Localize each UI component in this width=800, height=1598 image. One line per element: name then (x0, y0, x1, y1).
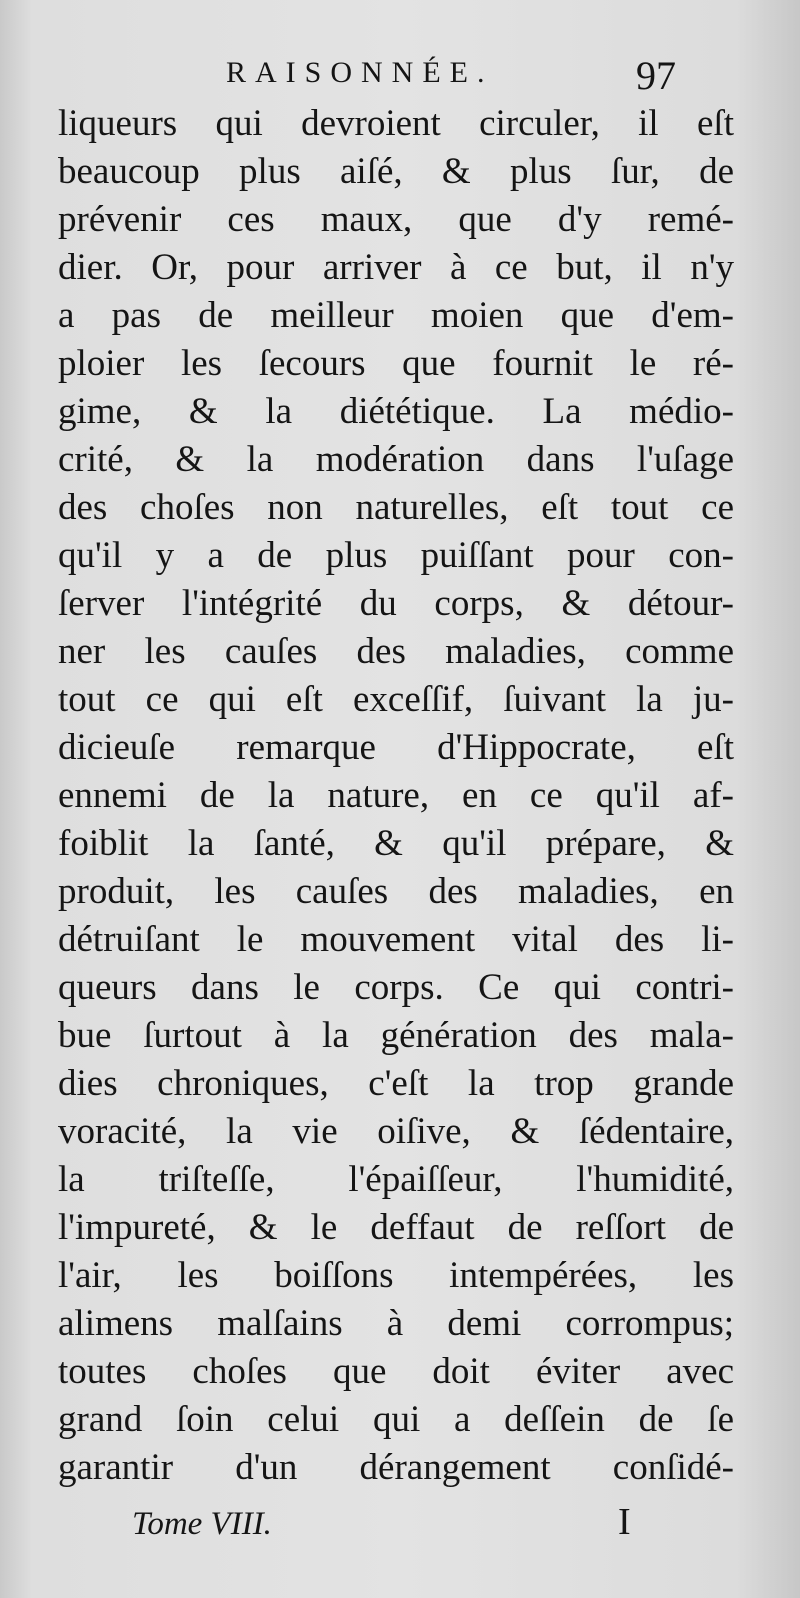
text-line: garantir d'un dérangement conſidé- (58, 1447, 734, 1488)
text-line: queurs dans le corps. Ce qui contri- (58, 967, 734, 1008)
text-line: la triſteſſe, l'épaiſſeur, l'humidité, (58, 1159, 734, 1200)
page-number: 97 (636, 53, 676, 98)
text-line: ploier les ſecours que fournit le ré- (58, 343, 734, 384)
body-text (58, 100, 734, 1492)
text-line: l'air, les boiſſons intempérées, les (58, 1255, 734, 1296)
page-header (0, 52, 800, 100)
text-line: détruiſant le mouvement vital des li- (58, 919, 734, 960)
text-line: alimens malſains à demi corrompus; (58, 1303, 734, 1344)
volume-signature: Tome VIII. (132, 1506, 272, 1542)
text-line: tout ce qui eſt exceſſif, ſuivant la ju- (58, 679, 734, 720)
text-line: dicieuſe remarque d'Hippocrate, eſt (58, 727, 734, 768)
text-line: toutes choſes que doit éviter avec (58, 1351, 734, 1392)
text-line: grand ſoin celui qui a deſſein de ſe (58, 1399, 734, 1440)
text-line: voracité, la vie oiſive, & ſédentaire, (58, 1111, 734, 1152)
text-line: dier. Or, pour arriver à ce but, il n'y (58, 247, 734, 288)
text-line: qu'il y a de plus puiſſant pour con- (58, 535, 734, 576)
text-line: liqueurs qui devroient circuler, il eſt (58, 103, 734, 144)
text-line: beaucoup plus aiſé, & plus ſur, de (58, 151, 734, 192)
page-footer (0, 1498, 800, 1558)
text-line: a pas de meilleur moien que d'em- (58, 295, 734, 336)
text-line: dies chroniques, c'eſt la trop grande (58, 1063, 734, 1104)
text-line: bue ſurtout à la génération des mala- (58, 1015, 734, 1056)
text-line: ſerver l'intégrité du corps, & détour- (58, 583, 734, 624)
text-line: foiblit la ſanté, & qu'il prépare, & (58, 823, 734, 864)
text-line: ennemi de la nature, en ce qu'il af- (58, 775, 734, 816)
gathering-mark: I (618, 1501, 631, 1543)
text-line: ner les cauſes des maladies, comme (58, 631, 734, 672)
text-line: l'impureté, & le deffaut de reſſort de (58, 1207, 734, 1248)
running-head: RAISONNÉE. (226, 56, 494, 89)
text-line: gime, & la diététique. La médio- (58, 391, 734, 432)
text-line: des choſes non naturelles, eſt tout ce (58, 487, 734, 528)
text-line: prévenir ces maux, que d'y remé- (58, 199, 734, 240)
text-line: produit, les cauſes des maladies, en (58, 871, 734, 912)
text-line: crité, & la modération dans l'uſage (58, 439, 734, 480)
